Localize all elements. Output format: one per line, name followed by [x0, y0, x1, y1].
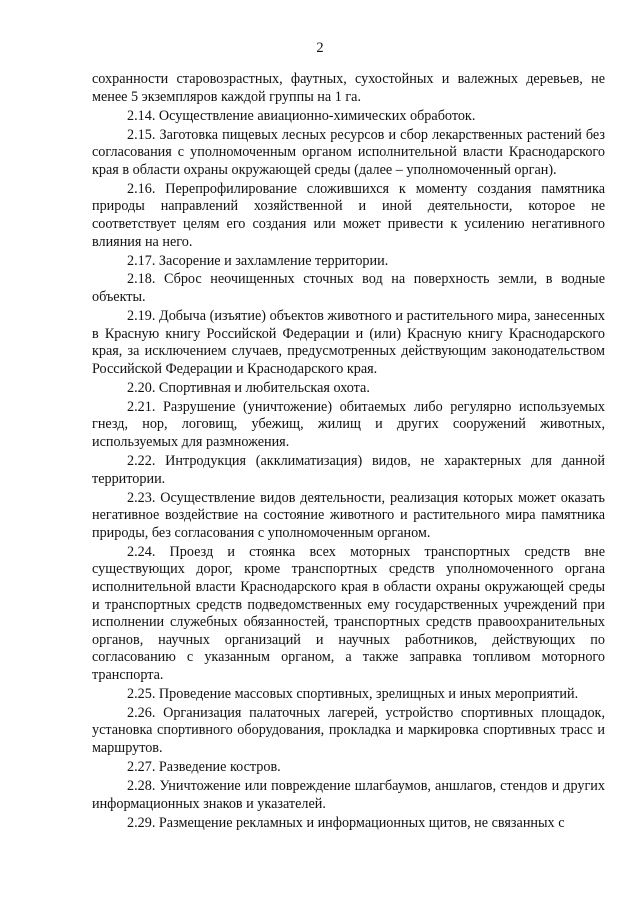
- paragraph-2-15: 2.15. Заготовка пищевых лесных ресурсов и сбор лекарственных растений без согласования с уполномоченным органом исполнительной власти Краснодарского края в области охраны окружающей среды (далее – уполномоченный орган).: [92, 126, 605, 178]
- paragraph-2-24: 2.24. Проезд и стоянка всех моторных транспортных средств вне существующих дорог, кроме транспортных средств уполномоченного органа исполнительной власти Краснодарского края в области охраны окружающей среды и транспортных средств подведомственных ему государственных учреждений при исполнении служебных обязанностей, транспортных средств правоохранительных органов, научных организаций и научных работников, действующих по согласованию с указанным органом, а также заправка топливом моторного транспорта.: [92, 543, 605, 683]
- paragraph-2-23: 2.23. Осуществление видов деятельности, реализация которых может оказать негативное воздействие на состояние животного и растительного мира памятника природы, без согласования с уполномоченным органом.: [92, 489, 605, 541]
- paragraph-2-25: 2.25. Проведение массовых спортивных, зрелищных и иных мероприятий.: [127, 685, 579, 702]
- paragraph-2-20: 2.20. Спортивная и любительская охота.: [127, 379, 370, 396]
- paragraph-2-28: 2.28. Уничтожение или повреждение шлагбаумов, аншлагов, стендов и других информационных знаков и указателей.: [92, 778, 605, 812]
- page-number: 2: [316, 40, 324, 56]
- paragraph-2-29: 2.29. Размещение рекламных и информационных щитов, не связанных с: [127, 814, 565, 831]
- paragraph-2-18: 2.18. Сброс неочищенных сточных вод на поверхность земли, в водные объекты.: [92, 271, 605, 306]
- paragraph-continuation: сохранности старовозрастных, фаутных, сухостойных и валежных деревьев, не менее 5 экземпляров каждой группы на 1 га.: [92, 71, 605, 105]
- document-body: [92, 71, 605, 834]
- paragraph-2-22: 2.22. Интродукция (акклиматизация) видов, не характерных для данной территории.: [92, 452, 605, 487]
- paragraph-2-27: 2.27. Разведение костров.: [127, 759, 281, 776]
- paragraph-2-16: 2.16. Перепрофилирование сложившихся к моменту создания памятника природы направлений хозяйственной и иной деятельности, которое не соответствует целям его создания или может привести к усилению негативного влияния на него.: [92, 180, 605, 250]
- paragraph-2-26: 2.26. Организация палаточных лагерей, устройство спортивных площадок, установка спортивного оборудования, прокладка и маркировка спортивных трасс и маршрутов.: [92, 704, 605, 757]
- paragraph-2-14: 2.14. Осуществление авиационно-химических обработок.: [127, 107, 476, 124]
- paragraph-2-21: 2.21. Разрушение (уничтожение) обитаемых либо регулярно используемых гнезд, нор, логовищ, убежищ, жилищ и других сооружений животных, используемых для размножения.: [92, 398, 605, 450]
- paragraph-2-17: 2.17. Засорение и захламление территории.: [127, 252, 389, 269]
- paragraph-2-19: 2.19. Добыча (изъятие) объектов животного и растительного мира, занесенных в Красную книгу Российской Федерации и (или) Красную книгу Краснодарского края, за исключением случаев, предусмотренных действующим законодательством Российской Федерации и Краснодарского края.: [92, 308, 605, 377]
